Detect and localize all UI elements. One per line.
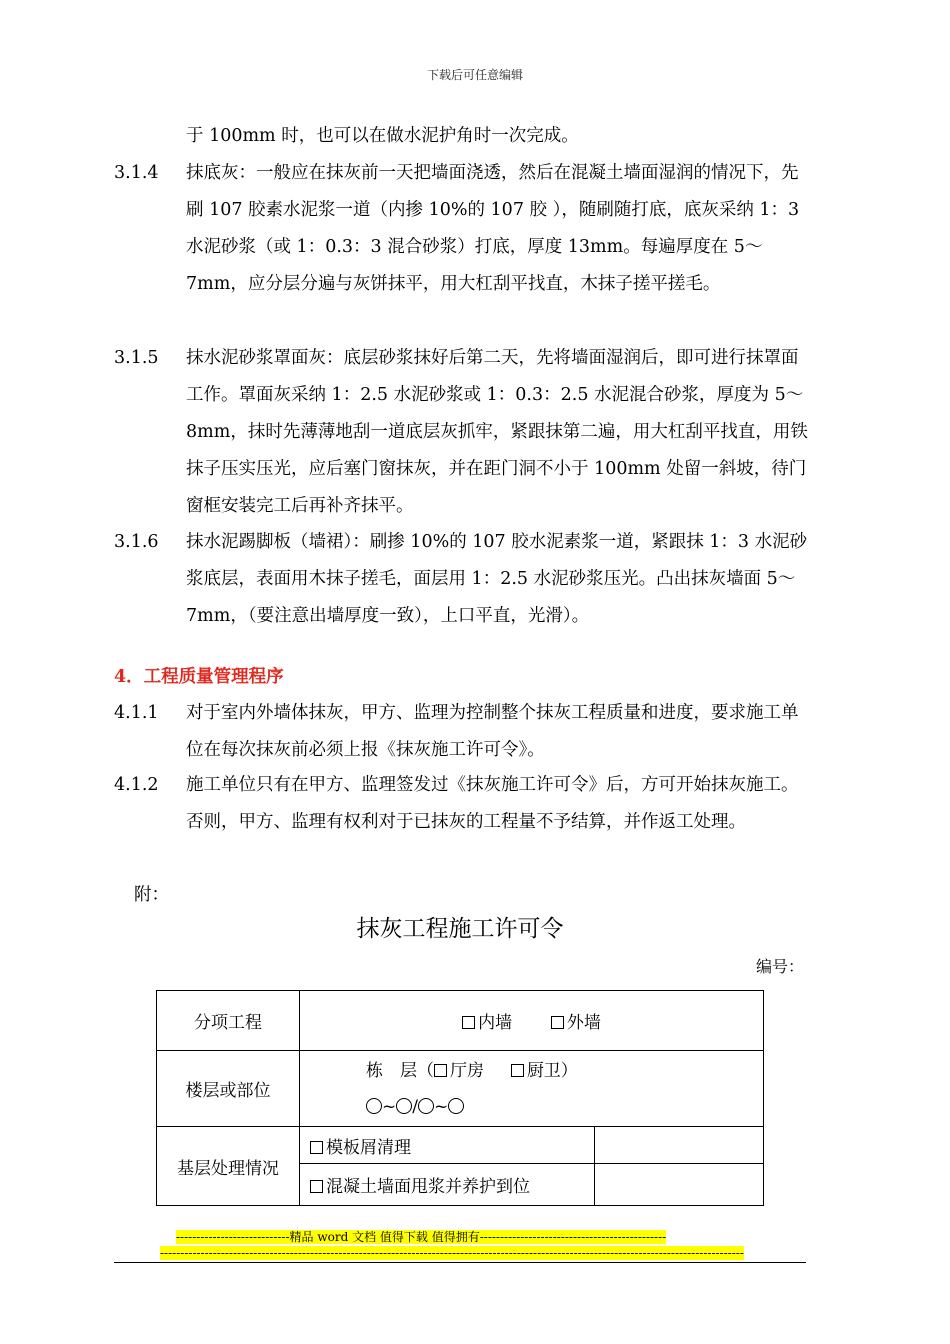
checkbox[interactable] <box>310 1141 323 1154</box>
base-option-1-cell <box>300 1127 595 1164</box>
option-living-room: 厅房 <box>450 1060 484 1081</box>
row-label-base: 基层处理情况 <box>157 1127 300 1206</box>
item-text: 抹水泥踢脚板（墙裙）：刷掺 10%的 107 胶水泥素浆一道，紧跟抹 1：3 水泥砂浆底层，表面用木抹子搓毛，面层用 1：2.5 水泥砂浆压光。凸出抹灰墙面 5～7mm，（要注意出墙厚度一致），上口平直，光滑）。 <box>186 532 808 626</box>
checkbox[interactable] <box>310 1180 323 1193</box>
floor-building-text: 栋 层（ <box>366 1060 434 1081</box>
range-separator: ~ <box>433 1096 449 1117</box>
empty-cell <box>595 1164 764 1206</box>
item-3-1-4 <box>114 155 814 303</box>
circle-icon <box>448 1098 464 1114</box>
form-number-label: 编号： <box>756 957 805 976</box>
table-row <box>157 991 764 1051</box>
footer-text-2: ------------------------------------------------------------------------------------------------------------------------------------------------ <box>160 1246 744 1260</box>
footer-banner-line-2 <box>160 1245 760 1261</box>
option-kitchen-bath: 厨卫） <box>526 1060 578 1081</box>
checkbox[interactable] <box>551 1016 564 1029</box>
option-formwork-clean: 模板屑清理 <box>326 1137 411 1158</box>
form-title: 抹灰工程施工许可令 <box>356 916 564 942</box>
range-slash: / <box>412 1096 418 1117</box>
empty-cell <box>595 1127 764 1164</box>
item-number: 4.1.1 <box>114 703 159 723</box>
item-text: 抹水泥砂浆罩面灰：底层砂浆抹好后第二天，先将墙面湿润后，即可进行抹罩面工作。罩面灰采纳 1：2.5 水泥砂浆或 1：0.3：2.5 水泥混合砂浆，厚度为 5～8mm，抹时先薄薄地刮一道底层灰抓牢，紧跟抹第二遍，用大杠刮平找直，用铁抹子压实压光，应后塞门窗抹灰，并在距门洞不小于 100mm 处留一斜坡，待门窗框安装完工后再补齐抹平。 <box>186 348 808 516</box>
footer-text-1: ----------------------------精品 word 文档 值得下载 值得拥有---------------------------------------------- <box>176 1230 667 1244</box>
item-number: 3.1.5 <box>114 348 159 368</box>
base-option-2-cell <box>300 1164 595 1206</box>
item-number: 4.1.2 <box>114 775 159 795</box>
continuation-text: 于 100mm 时，也可以在做水泥护角时一次完成。 <box>186 126 579 146</box>
row-label-floor: 楼层或部位 <box>157 1051 300 1127</box>
item-4-1-1 <box>114 695 814 769</box>
checkbox[interactable] <box>462 1016 475 1029</box>
floor-line-2 <box>366 1089 763 1125</box>
table-row <box>157 1127 764 1164</box>
footer-rule <box>114 1262 806 1263</box>
permit-table <box>156 990 764 1206</box>
item-number: 3.1.6 <box>114 532 159 552</box>
range-separator: ~ <box>382 1096 397 1117</box>
subitem-options <box>300 991 764 1051</box>
attachment-label: 附： <box>134 885 169 905</box>
table-row <box>157 1051 764 1127</box>
item-text: 对于室内外墙体抹灰，甲方、监理为控制整个抹灰工程质量和进度，要求施工单位在每次抹灰前必须上报《抹灰施工许可令》。 <box>186 703 799 760</box>
floor-options <box>300 1051 764 1127</box>
continuation-paragraph <box>114 118 814 155</box>
circle-icon <box>396 1098 412 1114</box>
item-3-1-5 <box>114 340 814 525</box>
checkbox[interactable] <box>434 1064 447 1077</box>
checkbox[interactable] <box>511 1064 524 1077</box>
section-4-title: 4．工程质量管理程序 <box>114 667 284 687</box>
item-3-1-6 <box>114 524 814 635</box>
item-number: 3.1.4 <box>114 163 159 183</box>
item-text: 施工单位只有在甲方、监理签发过《抹灰施工许可令》后，方可开始抹灰施工。否则，甲方、监理有权利对于已抹灰的工程量不予结算，并作返工处理。 <box>186 775 799 832</box>
option-inner-wall: 内墙 <box>478 1013 513 1033</box>
item-4-1-2 <box>114 767 814 841</box>
option-concrete-slurry: 混凝土墙面甩浆并养护到位 <box>326 1177 530 1197</box>
circle-icon <box>418 1098 434 1114</box>
item-text: 抹底灰：一般应在抹灰前一天把墙面浇透，然后在混凝土墙面湿润的情况下，先刷 107 胶素水泥浆一道（内掺 10%的 107 胶 ），随刷随打底，底灰采纳 1：3 水泥砂浆（或 1：0.3：3 混合砂浆）打底，厚度 13mm。每遍厚度在 5～7mm，应分层分遍与灰饼抹平，用大杠刮平找直，木抹子搓平搓毛。 <box>186 163 800 294</box>
floor-line-1 <box>366 1053 763 1089</box>
header-note: 下载后可任意编辑 <box>426 68 523 82</box>
footer-banner-line-1 <box>160 1229 760 1245</box>
circle-icon <box>366 1098 382 1114</box>
option-outer-wall: 外墙 <box>566 1013 601 1033</box>
row-label-subitem: 分项工程 <box>157 991 300 1051</box>
